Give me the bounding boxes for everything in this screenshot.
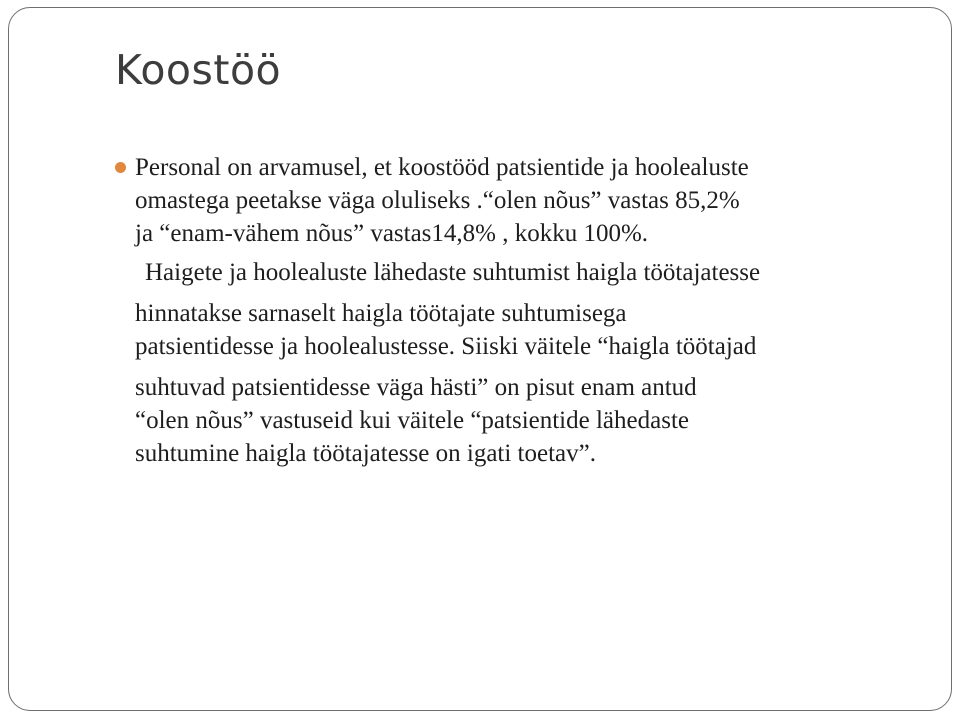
text-line: Personal on arvamusel, et koostööd patsientide ja hoolealuste [135, 154, 749, 181]
text-line: ja “enam-vähem nõus” vastas14,8% , kokku 100%. [135, 220, 649, 247]
slide-frame [8, 7, 952, 711]
text-line: “olen nõus” vastuseid kui väitele “patsientide lähedaste [135, 407, 689, 434]
slide-body [135, 151, 915, 470]
text-line: Haigete ja hoolealuste lähedaste suhtumist haigla töötajatesse [145, 259, 761, 286]
slide-title: Koostöö [115, 46, 282, 94]
text-line: patsientidesse ja hoolealustesse. Siiski väitele “haigla töötajad [135, 333, 757, 360]
paragraph-1 [135, 151, 915, 250]
text-line: omastega peetakse väga oluliseks .“olen nõus” vastas 85,2% [135, 187, 740, 214]
text-line: hinnatakse sarnaselt haigla töötajate suhtumisega [135, 300, 627, 327]
paragraph-2 [135, 256, 915, 470]
text-line: suhtumine haigla töötajatesse on igati toetav”. [135, 440, 596, 467]
text-line: suhtuvad patsientidesse väga hästi” on pisut enam antud [135, 374, 697, 401]
bullet-icon [115, 162, 126, 173]
